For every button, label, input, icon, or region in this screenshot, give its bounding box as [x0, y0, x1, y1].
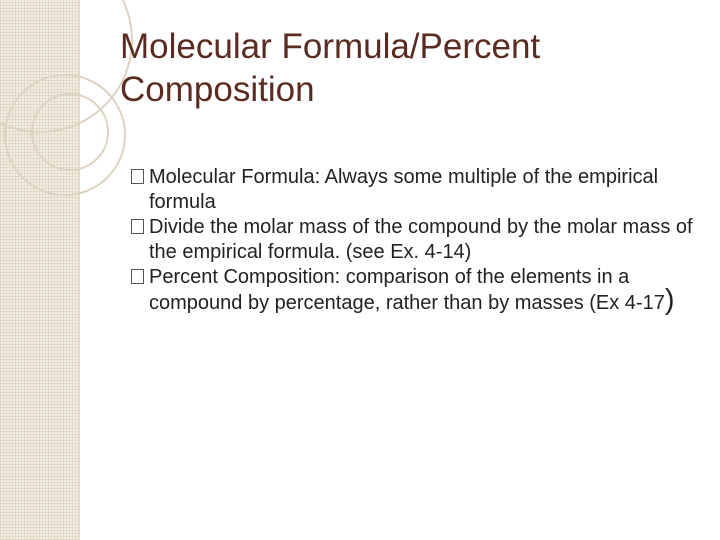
bullet-text: Divide the molar mass of the compound by the molar mass of the empirical formula. (see Ex. 4-14)	[149, 216, 693, 263]
decorative-circle-large	[0, 0, 132, 132]
square-outline-icon	[131, 269, 144, 284]
slide-title: Molecular Formula/Percent Composition	[120, 27, 541, 109]
bullet-text: Molecular Formula: Always some multiple of the empirical formula	[149, 166, 659, 213]
square-outline-icon	[131, 169, 144, 184]
bullet-item	[130, 265, 700, 316]
bullet-list	[130, 165, 700, 316]
bullet-item	[130, 215, 700, 265]
bullet-item	[130, 165, 700, 215]
bullet-text: Percent Composition: comparison of the elements in a compound by percentage, rather than by masses (Ex 4-17	[149, 266, 665, 314]
closing-parenthesis: )	[664, 284, 675, 316]
square-outline-icon	[131, 219, 144, 234]
